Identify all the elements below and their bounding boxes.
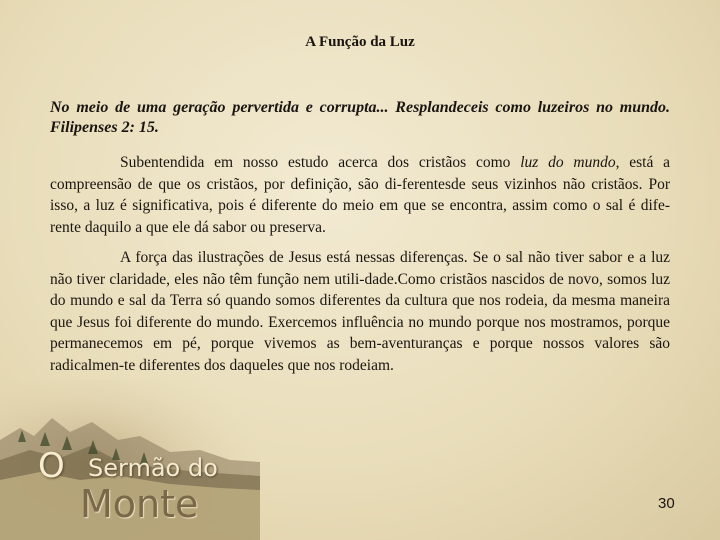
paragraph-1-emphasis: luz do mundo xyxy=(520,154,616,171)
slide-title: A Função da Luz xyxy=(305,34,415,50)
logo-letter: O xyxy=(38,446,65,486)
paragraph-1-before: Subentendida em nosso estudo acerca dos cristãos como xyxy=(120,154,521,171)
body-text xyxy=(50,152,670,385)
paragraph-2: A força das ilustrações de Jesus está nessas diferenças. Se o sal não tiver sabor e a luz não tiver claridade, eles não têm função nem utili-dade.Como cristãos nascidos de novo, somos luz do mundo e sal da Terra só quando somos diferentes da cultura que nos rodeia, da mesma maneira que Jesus foi diferente do mundo. Exercemos influência no mundo porque nos mostramos, porque permanecemos em pé, porque vivemos as bem-aventuranças e porque nossos valores são radicalmen-te diferentes dos daqueles que nos rodeiam. xyxy=(50,249,670,374)
paragraph-1 xyxy=(50,152,670,238)
paragraph-1-after: , está a compreensão de que os cristãos, por definição, são di-ferentesde seus vizinhos não cristãos. Por isso, a luz é significativa, pois é diferente do meio em que se encontra, assim como o sal é dife-rente daquilo a que ele dá sabor ou preserva. xyxy=(50,154,670,236)
logo-line-1: Sermão do xyxy=(88,454,218,482)
page-number: 30 xyxy=(658,495,675,512)
bible-verse: No meio de uma geração pervertida e corrupta... Resplandeceis como luzeiros no mundo. Filipenses 2: 15. xyxy=(50,99,670,136)
logo-line-2: Monte xyxy=(80,482,199,526)
